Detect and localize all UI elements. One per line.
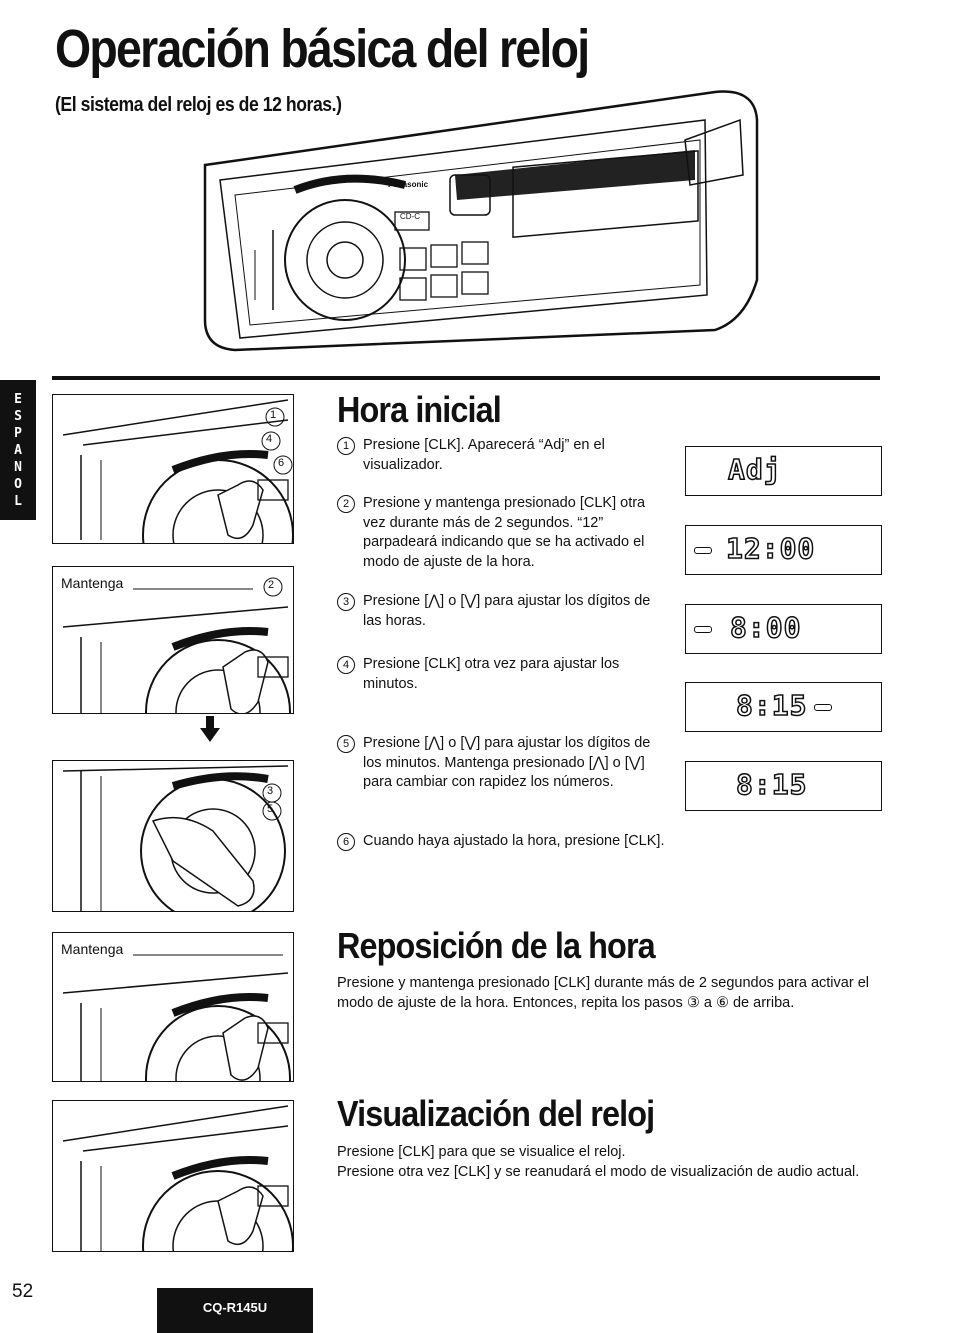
page-number: 52 [12,1281,34,1302]
radio-cd-label: CD-C [400,212,420,221]
callout-number: 1 [270,409,277,421]
lcd-display-8-15-set [685,682,882,732]
step-panel-1 [52,394,294,544]
step-number: 2 [337,495,355,513]
step-text: Presione [⋀] o [⋁] para ajustar los dígitos de las horas. [363,593,651,629]
page-subtitle: (El sistema del reloj es de 12 horas.) [55,94,342,116]
visualizacion-text [337,1143,880,1182]
lcd-display-8-15 [685,761,882,811]
step-text: Presione [⋀] o [⋁] para ajustar los dígitos de los minutos. Mantenga presionado [⋀] o [⋁] para cambiar con rapidez los números. [363,735,651,790]
lcd-text: 8:15 [736,768,808,801]
blink-dash-icon [694,547,712,554]
lcd-display-12 [685,525,882,575]
lcd-text: 8:15 [736,689,808,722]
paragraph: Presione [CLK] para que se visualice el reloj. [337,1144,626,1160]
language-tab [0,380,36,520]
tab-letter: S [14,408,22,424]
tab-letter: A [14,442,22,458]
callout-number: 5 [267,803,274,815]
blink-dash-icon [814,704,832,711]
step-panel-5 [52,1100,294,1252]
section-divider [52,376,880,380]
page-title: Operación básica del reloj [55,19,589,79]
radio-brand: Panasonic [388,180,429,189]
step-4 [337,655,671,694]
step-1 [337,436,671,475]
tab-letter: L [14,493,22,509]
step-panel-3 [52,760,294,912]
paragraph: Presione otra vez [CLK] y se reanudará el modo de visualización de audio actual. [337,1163,860,1180]
step-panel-4 [52,932,294,1082]
callout-number: 6 [278,457,285,469]
step-number: 3 [337,593,355,611]
arrow-down-icon [200,716,220,742]
step-number: 4 [337,656,355,674]
blink-dash-icon [694,626,712,633]
step-text: Presione y mantenga presionado [CLK] otra vez durante más de 2 segundos. “12” parpadeará indicando que se ha activado el modo de ajuste de la hora. [363,495,646,570]
step-6 [337,832,671,852]
radio-illustration [195,80,770,360]
step-3 [337,592,671,631]
callout-number: 4 [266,433,273,445]
step-5 [337,734,671,793]
callout-number: 3 [267,785,274,797]
heading-reposicion: Reposición de la hora [337,925,655,966]
tab-letter: O [14,476,22,492]
callout-number: 2 [268,579,275,591]
hold-label: Mantenga [61,575,124,591]
hold-label: Mantenga [61,941,124,957]
tab-letter: E [14,391,22,407]
step-text: Presione [CLK] otra vez para ajustar los minutos. [363,656,620,692]
step-text: Cuando haya ajustado la hora, presione [CLK]. [363,833,665,849]
lcd-text: 8:00 [730,611,802,644]
lcd-text: Adj [728,453,782,486]
tab-letter: N [14,459,22,475]
lcd-display-adj [685,446,882,496]
heading-hora-inicial: Hora inicial [337,389,501,430]
step-2 [337,494,671,572]
model-label: CQ-R145U [157,1288,313,1333]
step-number: 5 [337,735,355,753]
step-number: 6 [337,833,355,851]
lcd-text: 12:00 [726,532,816,565]
lcd-display-8-00 [685,604,882,654]
step-number: 1 [337,437,355,455]
paragraph: Presione y mantenga presionado [CLK] durante más de 2 segundos para activar el modo de ajuste de la hora. Entonces, repita los pasos ③ a ⑥ de arriba. [337,975,869,1011]
heading-visualizacion: Visualización del reloj [337,1093,655,1134]
step-text: Presione [CLK]. Aparecerá “Adj” en el visualizador. [363,437,605,473]
reposicion-text [337,974,880,1013]
tab-letter: P [14,425,22,441]
step-panel-2 [52,566,294,714]
